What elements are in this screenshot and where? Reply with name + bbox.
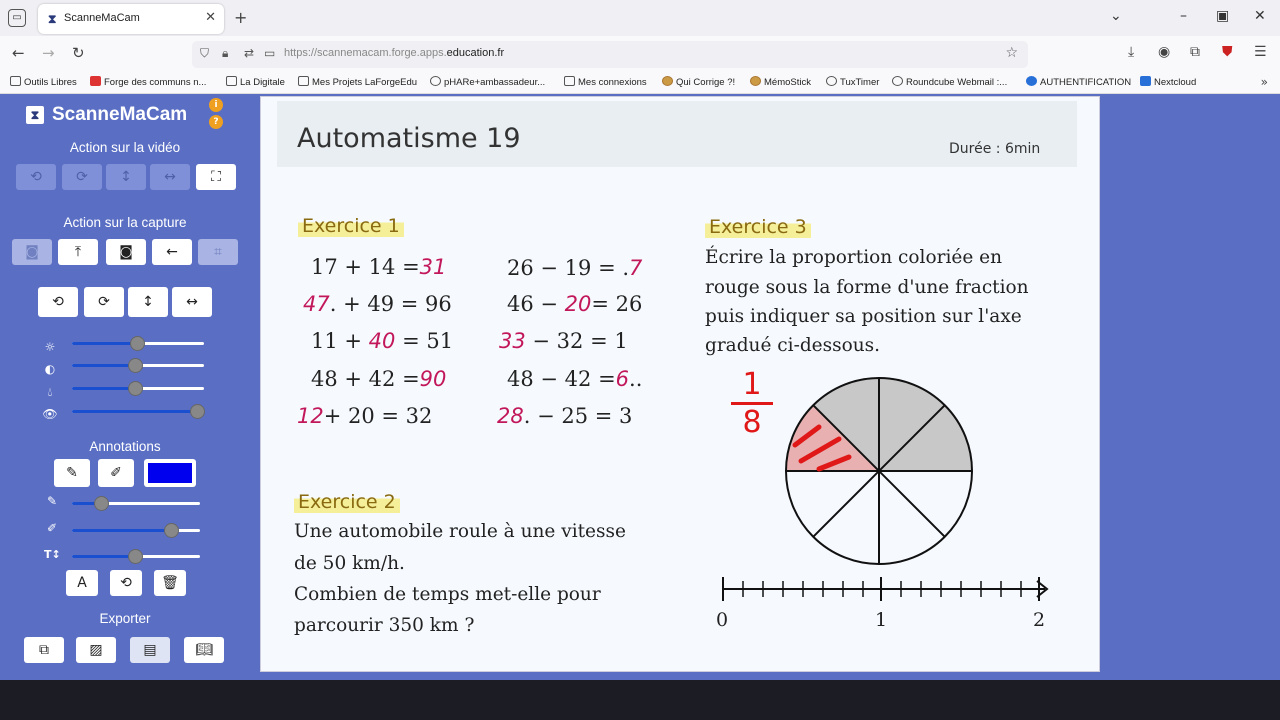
new-tab-icon[interactable]: + <box>234 8 248 27</box>
tux-icon <box>826 76 837 86</box>
tab-title: ScanneMaCam <box>64 12 140 24</box>
eye-icon: 👁︎ <box>42 407 58 421</box>
fraction-circle-diagram <box>781 373 977 569</box>
close-window-icon[interactable]: ✕ <box>1254 8 1266 24</box>
export-pdf-button[interactable]: ▤ <box>130 637 170 663</box>
account-icon[interactable]: ◉ <box>1158 44 1171 60</box>
gear-icon <box>1026 76 1037 86</box>
flip-vertical-capture-button[interactable]: ↕ <box>128 287 168 317</box>
slider-knob[interactable] <box>128 549 143 564</box>
scannemacam-favicon-icon: ⧗ <box>48 12 57 26</box>
bookmark-roundcube[interactable]: Roundcube Webmail :... <box>892 76 1007 88</box>
capture-duration: Durée : 6min <box>949 141 1041 157</box>
folder-icon <box>10 76 21 86</box>
capture-canvas[interactable] <box>260 96 1100 672</box>
slider-knob[interactable] <box>164 523 179 538</box>
extensions-icon[interactable]: ⧉ <box>1190 44 1200 60</box>
opacity-slider[interactable] <box>72 410 204 413</box>
maximize-window-icon[interactable]: ▣ <box>1216 8 1230 24</box>
rotate-right-video-button[interactable]: ⟳ <box>62 164 102 190</box>
equation: 28. − 25 = 3 <box>497 404 633 428</box>
sidebar <box>0 94 250 680</box>
capture-title: Automatisme 19 <box>297 123 521 154</box>
browser-tab[interactable] <box>38 4 224 34</box>
bookmark-nextcloud[interactable]: Nextcloud <box>1140 76 1196 88</box>
section-video-title: Action sur la vidéo <box>69 140 181 155</box>
back-to-video-button[interactable]: ← <box>152 239 192 265</box>
exercise-3-line: Écrire la proportion coloriée en <box>705 247 1003 268</box>
exercise-2-line: parcourir 350 km ? <box>294 615 475 636</box>
snapshot-camera-button[interactable]: ◙ <box>106 239 146 265</box>
bookmark-outils-libres[interactable]: Outils Libres <box>10 76 77 88</box>
back-icon[interactable]: ← <box>12 44 25 62</box>
rotate-right-capture-button[interactable]: ⟳ <box>84 287 124 317</box>
bookmark-authentification[interactable]: AUTHENTIFICATION <box>1026 76 1131 88</box>
equation: 26 − 19 = .7 <box>507 256 643 280</box>
exercise-3-title: Exercice 3 <box>705 216 811 238</box>
bookmark-qui-corrige[interactable]: Qui Corrige ?! <box>662 76 735 88</box>
equation: 33 − 32 = 1 <box>499 329 628 353</box>
minimize-window-icon[interactable]: – <box>1180 8 1187 24</box>
slider-knob[interactable] <box>130 336 145 351</box>
section-annotations-title: Annotations <box>89 439 161 454</box>
bookmark-phare[interactable]: pHARe+ambassadeur... <box>430 76 545 88</box>
folder-icon <box>298 76 309 86</box>
help-icon[interactable]: ? <box>209 115 223 129</box>
number-line <box>717 571 1057 611</box>
exercise-2-title: Exercice 2 <box>294 491 400 513</box>
saturation-drop-icon: 💧︎ <box>47 385 53 399</box>
text-tool-button[interactable]: A <box>66 570 98 596</box>
folder-icon <box>226 76 237 86</box>
export-image-button[interactable]: ▨ <box>76 637 116 663</box>
handwritten-fraction <box>729 367 775 440</box>
menu-icon[interactable]: ☰ <box>1254 44 1267 60</box>
fullscreen-button[interactable]: ⛶ <box>196 164 236 190</box>
slider-knob[interactable] <box>94 496 109 511</box>
slider-knob[interactable] <box>128 381 143 396</box>
equation: 12+ 20 = 32 <box>297 404 433 428</box>
bookmarks-toolbar <box>0 72 1280 94</box>
bookmark-star-icon[interactable]: ☆ <box>1005 45 1018 61</box>
qui-corrige-icon <box>662 76 673 86</box>
bookmark-la-digitale[interactable]: La Digitale <box>226 76 285 88</box>
downloads-icon[interactable]: ⤓ <box>1128 44 1135 60</box>
equation: 47. + 49 = 96 <box>303 292 452 316</box>
axis-label: 0 <box>716 609 729 631</box>
slider-knob[interactable] <box>128 358 143 373</box>
marker-size-icon: ✐ <box>46 521 58 535</box>
equation: 48 + 42 =90 <box>311 367 447 391</box>
contrast-slider[interactable] <box>72 364 204 367</box>
permissions-icon[interactable]: ⇄ <box>244 46 255 60</box>
bookmark-mes-connexions[interactable]: Mes connexions <box>564 76 647 88</box>
axis-label: 2 <box>1033 609 1046 631</box>
nextcloud-icon <box>1140 76 1151 86</box>
app-brand: ⧗ ScanneMaCam <box>26 104 187 126</box>
forge-icon <box>90 76 101 86</box>
brightness-slider[interactable] <box>72 342 204 345</box>
section-export-title: Exporter <box>99 611 151 626</box>
annotation-color-picker[interactable] <box>144 459 196 487</box>
pencil-tool-button[interactable]: ✎ <box>54 459 90 487</box>
export-book-button[interactable]: 📖︎ <box>184 637 224 663</box>
pencil-size-slider[interactable] <box>72 502 200 505</box>
saturation-slider[interactable] <box>72 387 204 390</box>
folder-icon <box>564 76 575 86</box>
exercise-2-line: de 50 km/h. <box>294 553 405 574</box>
contrast-icon: ◐ <box>44 362 56 376</box>
globe-icon <box>430 76 441 86</box>
exercise-2-line: Une automobile roule à une vitesse <box>294 521 626 542</box>
reload-icon[interactable]: ↻ <box>72 44 85 62</box>
exercise-3-line: rouge sous la forme d'une fraction <box>705 277 1029 298</box>
text-size-slider[interactable] <box>72 555 200 558</box>
hourglass-logo-icon: ⧗ <box>26 106 44 124</box>
lock-icon[interactable]: 🔒︎ <box>222 46 229 60</box>
flip-horizontal-capture-button[interactable]: ↔ <box>172 287 212 317</box>
tab-list-icon[interactable]: ▭ <box>8 9 26 27</box>
delete-annotations-button[interactable]: 🗑︎ <box>154 570 186 596</box>
exercise-1-title: Exercice 1 <box>298 215 404 237</box>
rotate-left-video-button[interactable]: ⟲ <box>16 164 56 190</box>
ublock-shield-icon[interactable]: ⛊ <box>1222 44 1233 60</box>
more-bookmarks-icon[interactable]: » <box>1260 75 1268 89</box>
fraction-numerator: 1 <box>742 367 762 402</box>
bookmark-mes-projets[interactable]: Mes Projets LaForgeEdu <box>298 76 417 88</box>
marker-tool-button[interactable]: ✐ <box>98 459 134 487</box>
info-icons <box>209 98 225 132</box>
undo-annotation-button[interactable]: ⟲ <box>110 570 142 596</box>
equation: 11 + 40 = 51 <box>311 329 454 353</box>
upload-button[interactable]: ⤒ <box>58 239 98 265</box>
memostick-icon <box>750 76 761 86</box>
url-text[interactable]: https://scannemacam.forge.apps.education.fr <box>284 47 505 59</box>
close-tab-icon[interactable]: ✕ <box>205 10 216 25</box>
equation: 48 − 42 =6.. <box>507 367 643 391</box>
bookmark-memostick[interactable]: MémoStick <box>750 76 811 88</box>
browser-tab-bar <box>0 0 1280 36</box>
url-bar[interactable] <box>192 41 1028 68</box>
exercise-2-line: Combien de temps met-elle pour <box>294 584 601 605</box>
equation: 17 + 14 =31 <box>311 255 447 279</box>
rotate-left-capture-button[interactable]: ⟲ <box>38 287 78 317</box>
desktop-taskbar-strip <box>0 680 1280 720</box>
roundcube-icon <box>892 76 903 86</box>
scannemacam-app <box>0 94 1280 680</box>
flip-vertical-video-button[interactable]: ↕ <box>106 164 146 190</box>
marker-size-slider[interactable] <box>72 529 200 532</box>
pencil-size-icon: ✎ <box>46 494 58 508</box>
axis-label: 1 <box>875 609 888 631</box>
slider-knob[interactable] <box>190 404 205 419</box>
brightness-icon: ☼ <box>44 340 56 354</box>
equation: 46 − 20= 26 <box>507 292 643 316</box>
screen-share-icon[interactable]: ▭ <box>264 46 276 60</box>
text-size-icon: T↕ <box>44 548 61 561</box>
camera-capture-button[interactable]: ◙ <box>12 239 52 265</box>
section-capture-title: Action sur la capture <box>63 215 187 230</box>
copy-button[interactable]: ⧉ <box>24 637 64 663</box>
bookmark-forge-communs[interactable]: Forge des communs n... <box>90 76 206 88</box>
bookmark-tuxtimer[interactable]: TuxTimer <box>826 76 879 88</box>
color-swatch <box>148 463 192 483</box>
exercise-3-line: puis indiquer sa position sur l'axe <box>705 306 1022 327</box>
flip-horizontal-video-button[interactable]: ↔ <box>150 164 190 190</box>
tab-overflow-chevron-icon[interactable]: ⌄ <box>1110 8 1122 24</box>
forward-icon[interactable]: → <box>42 44 55 62</box>
tracking-shield-icon[interactable]: ⛉ <box>200 46 210 60</box>
crop-button[interactable]: ⌗ <box>198 239 238 265</box>
fraction-denominator: 8 <box>742 405 762 440</box>
exercise-3-line: gradué ci-dessous. <box>705 335 881 356</box>
info-icon[interactable]: i <box>209 98 223 112</box>
